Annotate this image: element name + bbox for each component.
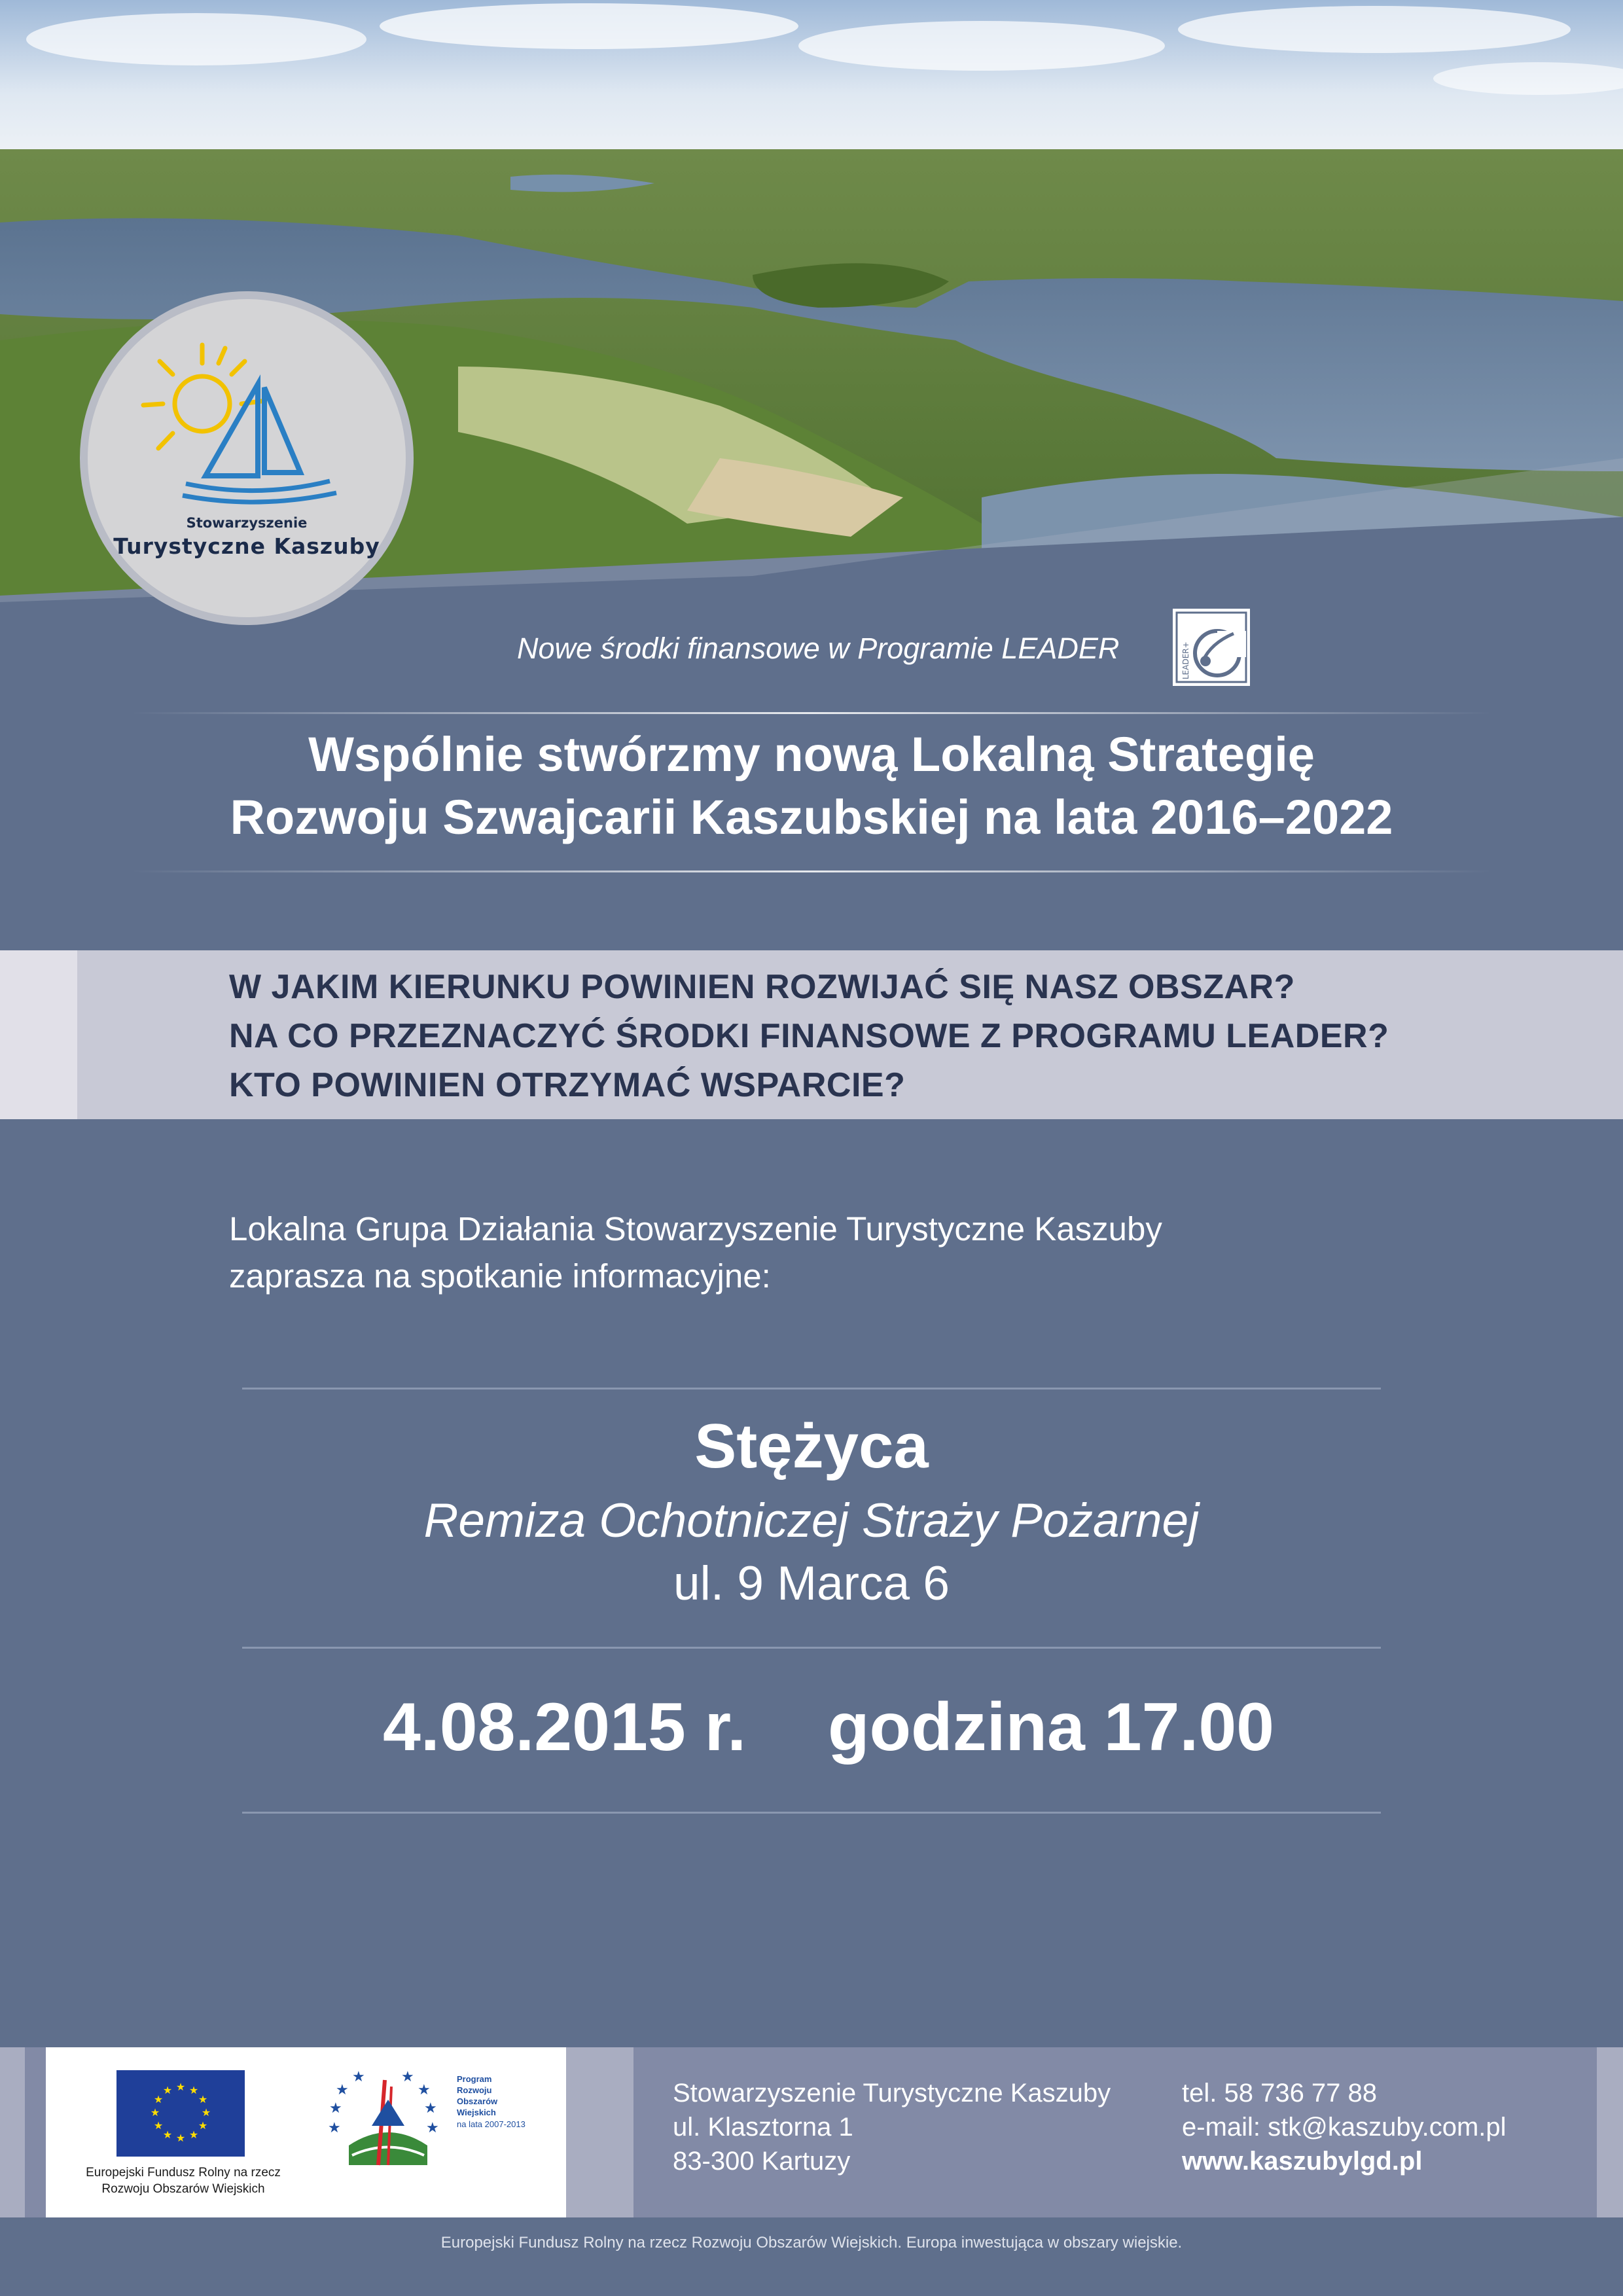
question-band-edge (0, 950, 77, 1119)
svg-text:★: ★ (401, 2069, 414, 2085)
footer-note: Europejski Fundusz Rolny na rzecz Rozwoju Obszarów Wiejskich. Europa inwestująca w obszary wiejskie. (440, 2234, 1183, 2251)
org-website[interactable]: www.kaszubylgd.pl (1182, 2147, 1423, 2176)
prow-word-1: Program (457, 2074, 492, 2084)
svg-text:★: ★ (188, 2084, 199, 2096)
svg-text:★: ★ (329, 2100, 342, 2117)
svg-text:★: ★ (198, 2119, 208, 2132)
svg-text:★: ★ (328, 2120, 341, 2136)
event-street: ul. 9 Marca 6 (673, 1557, 950, 1610)
rule-3 (242, 1812, 1381, 1814)
org-name: Stowarzyszenie Turystyczne Kaszuby (673, 2079, 1111, 2108)
svg-text:★: ★ (175, 2081, 186, 2093)
divider-title (131, 870, 1492, 872)
logo-name-line2: Turystyczne Kaszuby (113, 533, 380, 559)
svg-text:★: ★ (162, 2128, 173, 2141)
footer-strip-mid (566, 2047, 633, 2217)
svg-text:★: ★ (153, 2093, 164, 2106)
svg-text:★: ★ (418, 2082, 431, 2098)
svg-text:★: ★ (198, 2093, 208, 2106)
org-contact (1182, 2076, 1507, 2178)
svg-text:★: ★ (336, 2082, 349, 2098)
svg-text:★: ★ (352, 2069, 365, 2085)
invitation-line2: zaprasza na spotkanie informacyjne: (229, 1257, 771, 1295)
rule-1 (242, 1388, 1381, 1390)
divider-top (131, 712, 1492, 714)
page-title (0, 723, 1623, 849)
eu-flag-icon (116, 2070, 245, 2157)
org-email[interactable]: e-mail: stk@kaszuby.com.pl (1182, 2113, 1507, 2142)
event-date: 4.08.2015 r. (383, 1689, 747, 1765)
prow-word-3: Obszarów (457, 2096, 498, 2106)
svg-text:★: ★ (175, 2132, 186, 2144)
title-line1: Wspólnie stwórzmy nową Lokalną Strategię (308, 727, 1315, 781)
leader-logo-text: LEADER+ (1181, 641, 1190, 679)
svg-text:★: ★ (153, 2119, 164, 2132)
org-street: ul. Klasztorna 1 (673, 2113, 853, 2142)
invitation-line1: Lokalna Grupa Działania Stowarzyszenie Turystyczne Kaszuby (229, 1210, 1162, 1247)
question-1: W JAKIM KIERUNKU POWINIEN ROZWIJAĆ SIĘ NASZ OBSZAR? (229, 968, 1295, 1006)
footer-strip-left (0, 2047, 25, 2217)
rule-2 (242, 1647, 1381, 1649)
question-3: KTO POWINIEN OTRZYMAĆ WSPARCIE? (229, 1066, 906, 1104)
event-time: godzina 17.00 (828, 1689, 1274, 1765)
svg-text:★: ★ (150, 2106, 160, 2119)
leader-logo (1171, 607, 1251, 687)
org-phone: tel. 58 736 77 88 (1182, 2079, 1378, 2108)
svg-text:★: ★ (426, 2120, 439, 2136)
svg-text:★: ★ (188, 2128, 199, 2141)
prow-years: na lata 2007-2013 (457, 2119, 526, 2129)
org-city: 83-300 Kartuzy (673, 2147, 851, 2176)
event-venue: Remiza Ochotniczej Straży Pożarnej (423, 1494, 1200, 1547)
eu-caption-line1: Europejski Fundusz Rolny na rzecz (86, 2166, 281, 2179)
question-2: NA CO PRZEZNACZYĆ ŚRODKI FINANSOWE Z PROGRAMU LEADER? (229, 1017, 1389, 1055)
eu-caption-line2: Rozwoju Obszarów Wiejskich (101, 2182, 265, 2196)
prow-logo-icon (323, 2067, 454, 2181)
logo-name-line1: Stowarzyszenie (186, 515, 308, 531)
sailboat-sun-icon (127, 338, 382, 522)
svg-text:★: ★ (424, 2100, 437, 2117)
prow-word-4: Wiejskich (457, 2108, 496, 2117)
org-address (673, 2076, 1111, 2178)
title-line2: Rozwoju Szwajcarii Kaszubskiej na lata 2016–2022 (230, 790, 1393, 844)
stk-logo (80, 291, 414, 625)
svg-text:★: ★ (162, 2084, 173, 2096)
svg-text:★: ★ (201, 2106, 211, 2119)
event-town: Stężyca (694, 1411, 929, 1481)
footer-strip-right (1597, 2047, 1623, 2217)
leader-subtitle: Nowe środki finansowe w Programie LEADER (517, 632, 1120, 665)
prow-word-2: Rozwoju (457, 2085, 492, 2095)
